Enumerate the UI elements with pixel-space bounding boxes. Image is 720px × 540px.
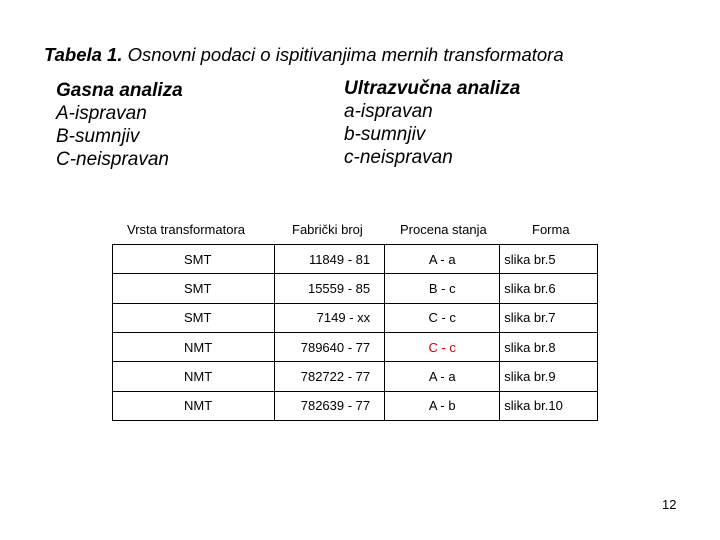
cell-serial: 7149 - xx xyxy=(275,303,385,332)
ultra-legend-item: c-neispravan xyxy=(344,147,453,168)
cell-form: slika br.9 xyxy=(500,362,598,391)
cell-form: slika br.10 xyxy=(500,391,598,420)
gas-analysis-legend xyxy=(56,79,183,171)
header-serial: Fabrički broj xyxy=(292,222,363,237)
cell-type: NMT xyxy=(113,362,275,391)
cell-serial: 15559 - 85 xyxy=(275,274,385,303)
cell-state: B - c xyxy=(385,274,500,303)
table-row xyxy=(113,391,598,420)
cell-serial: 782639 - 77 xyxy=(275,391,385,420)
ultra-legend-title: Ultrazvučna analiza xyxy=(344,78,521,99)
header-type: Vrsta transformatora xyxy=(127,222,246,237)
cell-state-highlighted: C - c xyxy=(385,332,500,361)
header-form: Forma xyxy=(532,222,570,237)
gas-legend-title: Gasna analiza xyxy=(56,80,183,101)
transformer-table xyxy=(112,244,598,421)
cell-state: A - a xyxy=(385,362,500,391)
cell-form: slika br.5 xyxy=(500,245,598,274)
page-number: 12 xyxy=(662,497,677,512)
cell-state: A - b xyxy=(385,391,500,420)
table-row xyxy=(113,362,598,391)
table-row xyxy=(113,303,598,332)
caption-label: Tabela 1. xyxy=(44,44,123,65)
ultra-legend-item: b-sumnjiv xyxy=(344,124,426,145)
cell-state: A - a xyxy=(385,245,500,274)
gas-legend-item: B-sumnjiv xyxy=(56,126,140,147)
cell-type: NMT xyxy=(113,332,275,361)
ultrasound-analysis-legend xyxy=(344,77,520,169)
caption-text: Osnovni podaci o ispitivanjima mernih transformatora xyxy=(127,44,564,65)
cell-form: slika br.6 xyxy=(500,274,598,303)
table-caption xyxy=(44,44,564,66)
cell-form: slika br.7 xyxy=(500,303,598,332)
table-row xyxy=(113,245,598,274)
cell-serial: 782722 - 77 xyxy=(275,362,385,391)
cell-serial: 789640 - 77 xyxy=(275,332,385,361)
header-state: Procena stanja xyxy=(400,222,487,237)
cell-type: SMT xyxy=(113,274,275,303)
cell-form: slika br.8 xyxy=(500,332,598,361)
cell-serial: 11849 - 81 xyxy=(275,245,385,274)
cell-type: SMT xyxy=(113,245,275,274)
cell-type: NMT xyxy=(113,391,275,420)
cell-type: SMT xyxy=(113,303,275,332)
gas-legend-item: A-ispravan xyxy=(56,103,147,124)
cell-state: C - c xyxy=(385,303,500,332)
table-row xyxy=(113,332,598,361)
gas-legend-item: C-neispravan xyxy=(56,149,169,170)
ultra-legend-item: a-ispravan xyxy=(344,101,433,122)
table-row xyxy=(113,274,598,303)
